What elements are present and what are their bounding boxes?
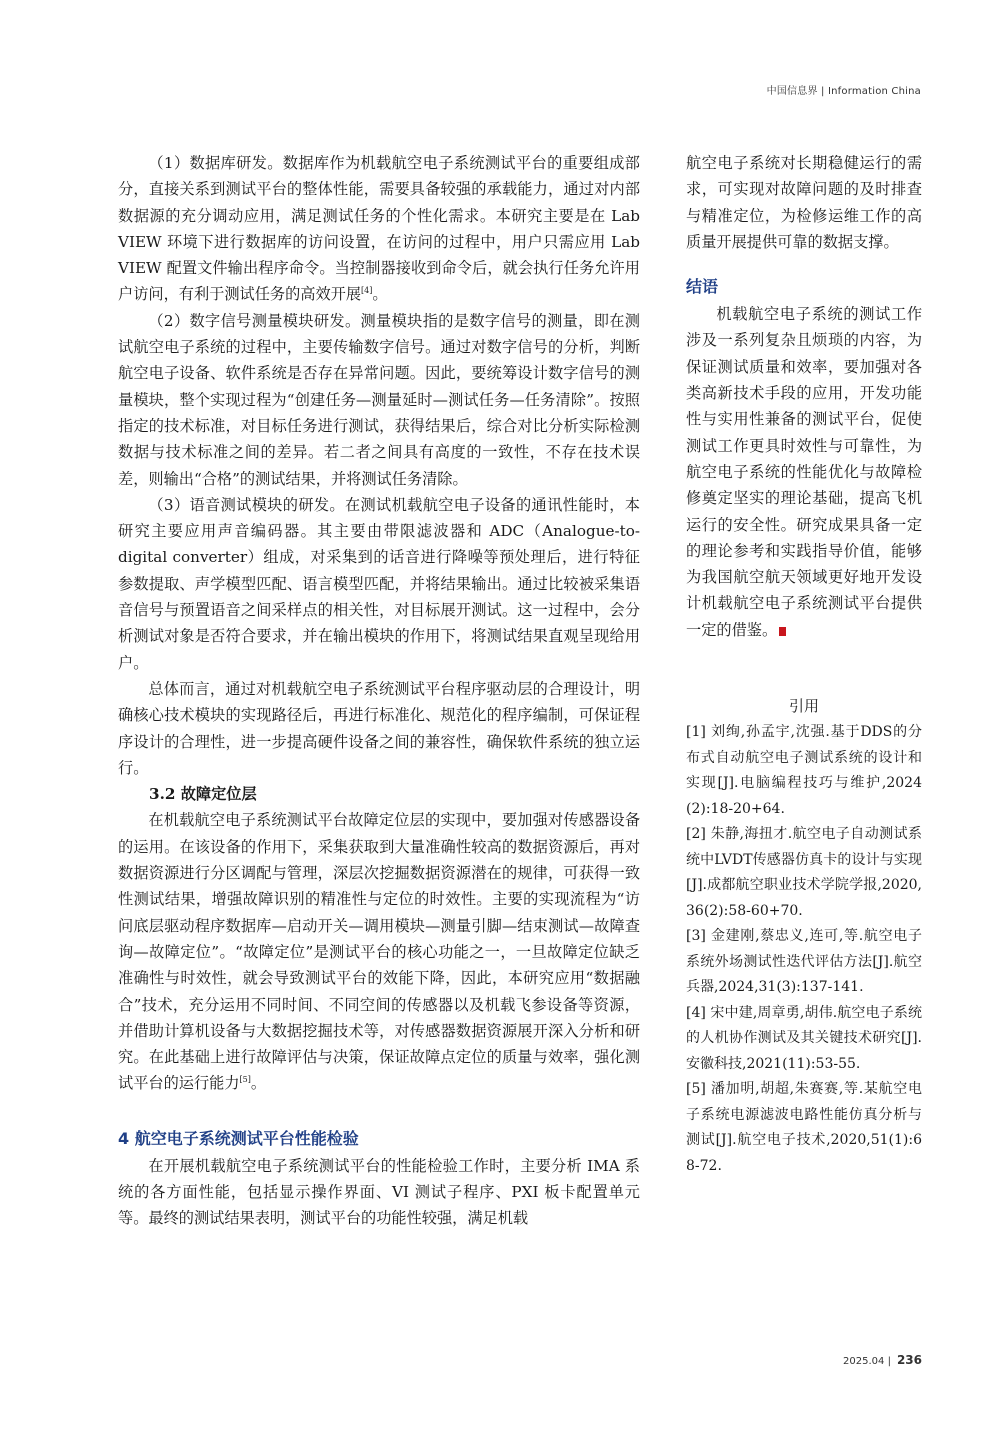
paragraph-digital-signal: （2）数字信号测量模块研发。测量模块指的是数字信号的测量，即在测试航空电子系统的过程中，主要传输数字信号。通过对数字信号的分析，判断航空电子设备、软件系统是否存在异常问题。因此，要统筹设计数字信号的测量模块，整个实现过程为“创建任务—测量延时—测试任务—任务清除”。按照指定的技术标准，对目标任务进行测试，获得结果后，综合对比分析实际检测数据与技术标准之间的差异。若二者之间具有高度的一致性，不存在技术误差，则输出“合格”的测试结果，并将测试任务清除。: [118, 311, 640, 488]
reference-item: [4] 宋中建,周章勇,胡伟.航空电子系统的人机协作测试及其关键技术研究[J].安徽科技,2021(11):53-55.: [686, 1004, 922, 1072]
reference-item: [1] 刘绚,孙孟宇,沈强.基于DDS的分布式自动航空电子测试系统的设计和实现[J].电脑编程技巧与维护,2024(2):18-20+64.: [686, 724, 922, 817]
section-heading: 4 航空电子系统测试平台性能检验: [118, 1128, 359, 1148]
paragraph-performance: 在开展机载航空电子系统测试平台的性能检验工作时，主要分析 IMA 系统的各方面性能，包括显示操作界面、VI 测试子程序、PXI 板卡配置单元等。最终的测试结果表明，测试平台的功能性较强，满足机载: [118, 1156, 640, 1228]
paragraph-continued: 航空电子系统对长期稳健运行的需求，可实现对故障问题的及时排查与精准定位，为检修运维工作的高质量开展提供可靠的数据支撑。: [686, 154, 922, 251]
references-title: 引用: [788, 697, 819, 716]
page-footer: [843, 1353, 922, 1367]
paragraph-conclusion: 机载航空电子系统的测试工作涉及一系列复杂且烦琐的内容，为保证测试质量和效率，要加强对各类高新技术手段的应用，开发功能性与实用性兼备的测试平台，促使测试工作更具时效性与可靠性，为航空电子系统的性能优化与故障检修奠定坚实的理论基础，提高飞机运行的安全性。研究成果具备一定的理论参考和实践指导价值，能够为我国航空航天领域更好地开发设计机载航空电子系统测试平台提供一定的借鉴。: [686, 305, 922, 639]
reference-item: [2] 朱静,海扭才.航空电子自动测试系统中LVDT传感器仿真卡的设计与实现[J].成都航空职业技术学院学报,2020,36(2):58-60+70.: [686, 826, 922, 919]
paragraph-voice-test: （3）语音测试模块的研发。在测试机载航空电子设备的通讯性能时，本研究主要应用声音编码器。其主要由带限滤波器和 ADC（Analogue-to-digital converter）组成，对采集到的话音进行降噪等预处理后，进行特征参数提取、声学模型匹配、语言模型匹配，并将结果输出。通过比较被采集语音信号与预置语音之间采样点的相关性，对目标展开测试。这一过程中，会分析测试对象是否符合要求，并在输出模块的作用下，将测试结果直观呈现给用户。: [118, 495, 640, 672]
paragraph-database: （1）数据库研发。数据库作为机载航空电子系统测试平台的重要组成部分，直接关系到测试平台的整体性能，需要具备较强的承载能力，通过对内部数据源的充分调动应用，满足测试任务的个性化需求。本研究主要是在 Lab VIEW 环境下进行数据库的访问设置，在访问的过程中，用户只需应用 Lab VIEW 配置文件输出程序命令。当控制器接收到命令后，就会执行任务允许用户访问，有利于测试任务的高效开展[4]。: [118, 154, 640, 304]
issue-number: 2025.04 |: [843, 1356, 891, 1367]
right-column: [686, 150, 922, 1179]
page-number: 236: [896, 1353, 922, 1367]
end-mark-icon: [779, 627, 786, 636]
left-column: [118, 150, 640, 1232]
reference-item: [5] 潘加明,胡超,朱赛赛,等.某航空电子系统电源滤波电路性能仿真分析与测试[J].航空电子技术,2020,51(1):68-72.: [686, 1081, 922, 1174]
reference-item: [3] 金建刚,蔡忠义,连可,等.航空电子系统外场测试性迭代评估方法[J].航空兵器,2024,31(3):137-141.: [686, 928, 922, 996]
paragraph-fault-location: 在机载航空电子系统测试平台故障定位层的实现中，要加强对传感器设备的运用。在该设备的作用下，采集获取到大量准确性较高的数据资源后，再对数据资源进行分区调配与管理，深层次挖掘数据资源潜在的规律，可获得一致性测试结果，增强故障识别的精准性与定位的时效性。主要的实现流程为“访问底层驱动程序数据库—启动开关—调用模块—测量引脚—结束测试—故障查询—故障定位”。“故障定位”是测试平台的核心功能之一，一旦故障定位缺乏准确性与时效性，就会导致测试平台的效能下降，因此，本研究应用“数据融合”技术，充分运用不同时间、不同空间的传感器以及机载飞参设备等资源，并借助计算机设备与大数据挖掘技术等，对传感器数据资源展开深入分析和研究。在此基础上进行故障评估与决策，保证故障点定位的质量与效率，强化测试平台的运行能力[5]。: [118, 811, 640, 1093]
subsection-heading: 3.2 故障定位层: [149, 785, 257, 804]
conclusion-heading: 结语: [686, 277, 719, 297]
citation[interactable]: [5]: [239, 1075, 251, 1085]
citation[interactable]: [4]: [361, 286, 373, 296]
journal-header: 中国信息界 | Information China: [766, 86, 921, 97]
paragraph-summary: 总体而言，通过对机载航空电子系统测试平台程序驱动层的合理设计，明确核心技术模块的实现路径后，再进行标准化、规范化的程序编制，可保证程序设计的合理性，进一步提高硬件设备之间的兼容性，确保软件系统的独立运行。: [118, 679, 640, 777]
